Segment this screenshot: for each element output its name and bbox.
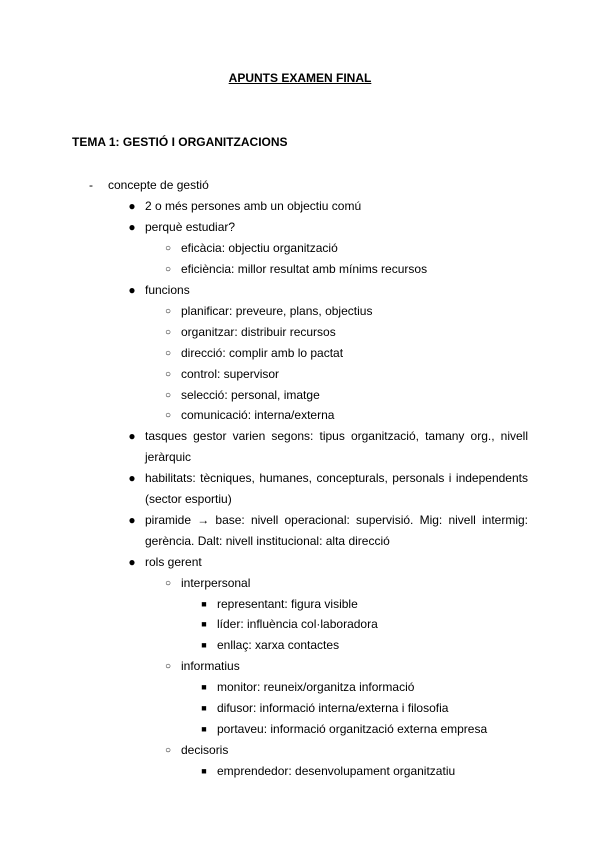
- circle-bullet: ○: [164, 369, 172, 380]
- square-bullet: ■: [201, 682, 207, 692]
- circle-bullet: ○: [164, 264, 172, 275]
- section-heading: TEMA 1: GESTIÓ I ORGANITZACIONS: [72, 135, 288, 149]
- circle-bullet: ○: [164, 327, 172, 338]
- circle-bullet: ○: [164, 745, 172, 756]
- circle-bullet: ○: [164, 661, 172, 672]
- list-item: eficàcia: objectiu organització: [181, 241, 338, 255]
- list-item: eficiència: millor resultat amb mínims recursos: [181, 262, 428, 276]
- dot-bullet: ●: [128, 220, 136, 234]
- list-item: monitor: reuneix/organitza informació: [217, 680, 415, 694]
- list-item: rols gerent: [145, 555, 202, 569]
- square-bullet: ■: [201, 703, 207, 713]
- list-item: difusor: informació interna/externa i filosofia: [217, 701, 449, 715]
- list-item: perquè estudiar?: [145, 220, 236, 234]
- list-item: representant: figura visible: [217, 597, 358, 611]
- document-title: APUNTS EXAMEN FINAL: [228, 71, 372, 85]
- list-item: enllaç: xarxa contactes: [217, 638, 340, 652]
- dot-bullet: ●: [128, 429, 136, 443]
- circle-bullet: ○: [164, 410, 172, 421]
- square-bullet: ■: [201, 724, 207, 734]
- circle-bullet: ○: [164, 578, 172, 589]
- list-item: tasques gestor varien segons: tipus organització, tamany org., nivell: [145, 429, 528, 443]
- list-item: decisoris: [181, 743, 229, 757]
- square-bullet: ■: [201, 599, 207, 609]
- list-item: comunicació: interna/externa: [181, 408, 335, 422]
- dot-bullet: ●: [128, 283, 136, 297]
- list-item: funcions: [145, 283, 190, 297]
- dot-bullet: ●: [128, 199, 136, 213]
- list-item: portaveu: informació organització externa empresa: [217, 722, 488, 736]
- list-item: interpersonal: [181, 576, 251, 590]
- square-bullet: ■: [201, 640, 207, 650]
- list-item: piramide → base: nivell operacional: supervisió. Mig: nivell intermig:: [145, 513, 528, 527]
- dot-bullet: ●: [128, 513, 136, 527]
- circle-bullet: ○: [164, 348, 172, 359]
- list-item: emprendedor: desenvolupament organitzatiu: [217, 764, 456, 778]
- list-item: direcció: complir amb lo pactat: [181, 346, 344, 360]
- list-item: organitzar: distribuir recursos: [181, 325, 336, 339]
- circle-bullet: ○: [164, 306, 172, 317]
- dash-bullet: -: [89, 178, 93, 192]
- list-item-continuation: jeràrquic: [145, 450, 192, 464]
- list-item: 2 o més persones amb un objectiu comú: [145, 199, 362, 213]
- list-item-concepte-gestio: concepte de gestió: [108, 178, 209, 192]
- circle-bullet: ○: [164, 390, 172, 401]
- list-item-continuation: (sector esportiu): [145, 492, 232, 506]
- list-item: control: supervisor: [181, 367, 280, 381]
- list-item: planificar: preveure, plans, objectius: [181, 304, 373, 318]
- list-item-continuation: gerència. Dalt: nivell institucional: alta direcció: [145, 534, 390, 548]
- list-item: informatius: [181, 659, 240, 673]
- square-bullet: ■: [201, 766, 207, 776]
- list-item: habilitats: tècniques, humanes, concepturals, personals i independents: [145, 471, 528, 485]
- dot-bullet: ●: [128, 555, 136, 569]
- square-bullet: ■: [201, 619, 207, 629]
- list-item: líder: influència col·laboradora: [217, 617, 378, 631]
- dot-bullet: ●: [128, 471, 136, 485]
- list-item: selecció: personal, imatge: [181, 388, 320, 402]
- circle-bullet: ○: [164, 243, 172, 254]
